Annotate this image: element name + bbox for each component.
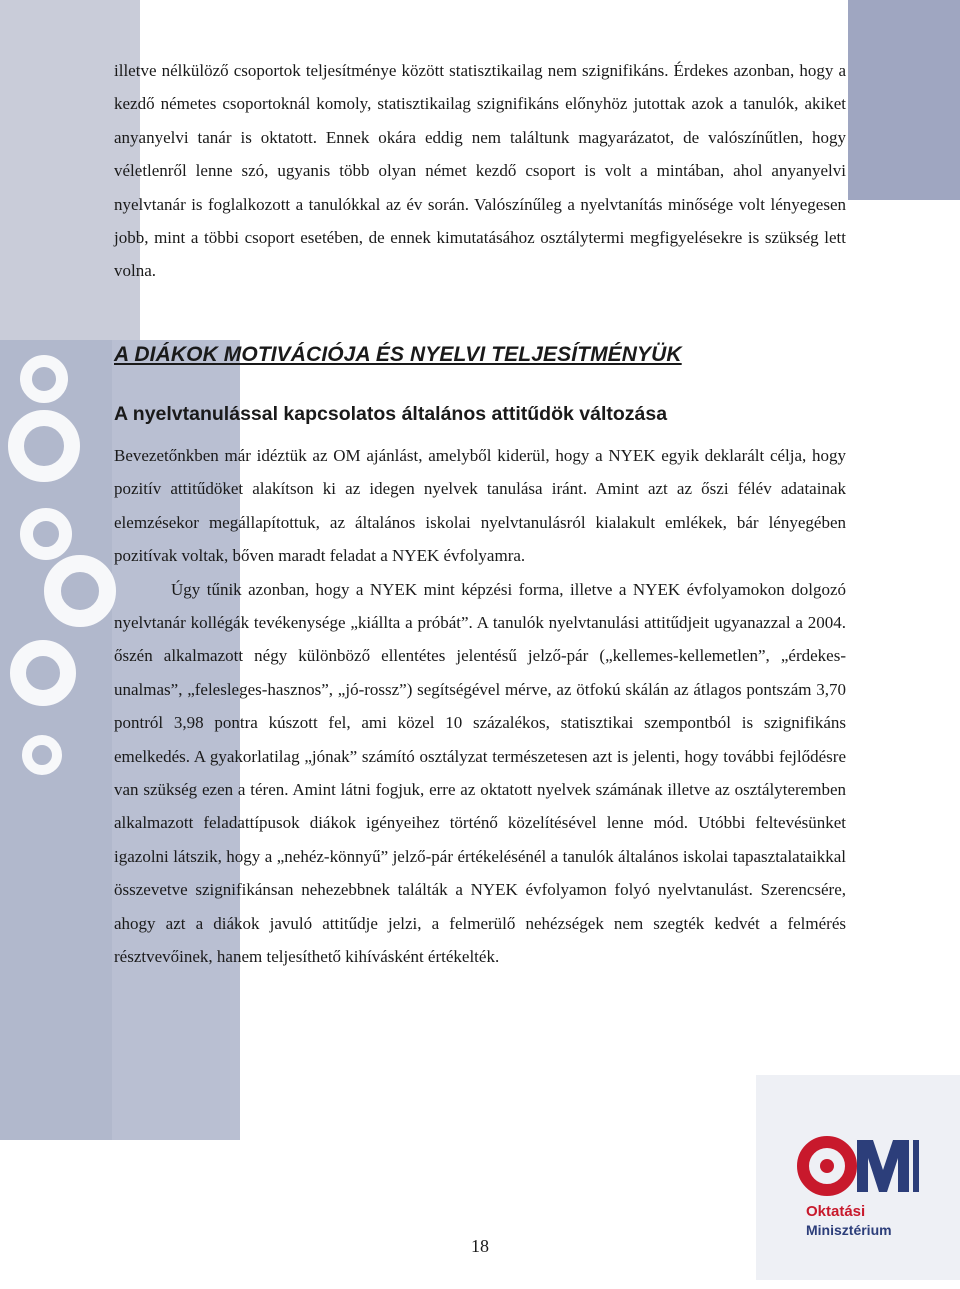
om-logo-icon [795,1130,925,1200]
main-text-block [114,439,846,974]
logo-line2: Minisztérium [806,1222,892,1238]
decorative-ring [22,735,62,775]
decorative-ring [20,355,68,403]
decorative-ring [20,508,72,560]
page-number: 18 [471,1236,489,1256]
decorative-ring [10,640,76,706]
decorative-ring [44,555,116,627]
logo-line1: Oktatási [806,1203,866,1220]
decorative-band-right [848,0,960,200]
paragraph-2: Úgy tűnik azonban, hogy a NYEK mint képzési forma, illetve a NYEK évfolyamokon dolgozó nyelvtanár kollégák tevékenysége „kiállta a próbát”. A tanulók nyelvtanulási attitűdjeit ugyanazzal a 2004. őszén alkalmazott négy különböző ellentétes jelentésű jelző-pár („kellemes-kellemetlen”, „érdekes-unalmas”, „felesleges-hasznos”, „jó-rossz”) segítségével mérve, az ötfokú skálán az átlagos pontszám 3,70 pontról 3,98 pontra kúszott fel, ami közel 10 százalékos, statisztikai szempontból is szignifikáns emelkedés. A gyakorlatilag „jónak” számító osztályzat természetesen azt is jelenti, hogy további fejlődésre van szükség ezen a téren. Amint látni fogjuk, erre az oktatott nyelvek számának illetve az osztályteremben alkalmazott feladattípusok diákok igényeihez történő közelítésével lenne mód. Utóbbi feltevésünket igazolni látszik, hogy a „nehéz-könnyű” jelző-pár értékelésénél a tanulók általános iskolai tapasztalataikkal összevetve szignifikánsan nehezebbnek találták a NYEK évfolyamon folyó nyelvtanulást. Szerencsére, ahogy azt a diákok javuló attitűdje jelzi, a felmerülő nehézségek nem szegték kedvét a felmérés résztvevőinek, hanem teljesíthető kihívásként értékelték. [114,579,846,967]
subsection-title: A nyelvtanulással kapcsolatos általános attitűdök változása [114,403,668,425]
decorative-ring [8,410,80,482]
intro-block [114,54,846,288]
section-title: A DIÁKOK MOTIVÁCIÓJA ÉS NYELVI TELJESÍTMÉNYÜK [114,343,682,366]
intro-paragraph: illetve nélkülöző csoportok teljesítménye között statisztikailag nem szignifikáns. Érdekes azonban, hogy a kezdő németes csoportoknál komoly, statisztikailag szignifikáns előnyhöz jutottak azok a tanulók, akiket anyanyelvi tanár is oktatott. Ennek okára eddig nem találtunk magyarázatot, de valószínűtlen, hogy véletlenről lenne szó, ugyanis több olyan német kezdő csoport is volt a mintában, ahol anyanyelvi nyelvtanár is foglalkozott a tanulókkal az év során. Valószínűleg a nyelvtanítás minősége volt lényegesen jobb, mint a többi csoport esetében, de ennek kimutatásához osztálytermi megfigyelésekre is szükség lett volna. [114,61,846,281]
paragraph-1: Bevezetőnkben már idéztük az OM ajánlást, amelyből kiderül, hogy a NYEK egyik deklarált célja, hogy pozitív attitűdöket alakítson ki az idegen nyelvek tanulása iránt. Amint azt az őszi félév adatainak elemzésekor megállapítottuk, az általános iskolai nyelvtanulásról kialakult emlékek, bár lényegében pozitívak voltak, bőven maradt feladat a NYEK évfolyamra. [114,446,846,566]
